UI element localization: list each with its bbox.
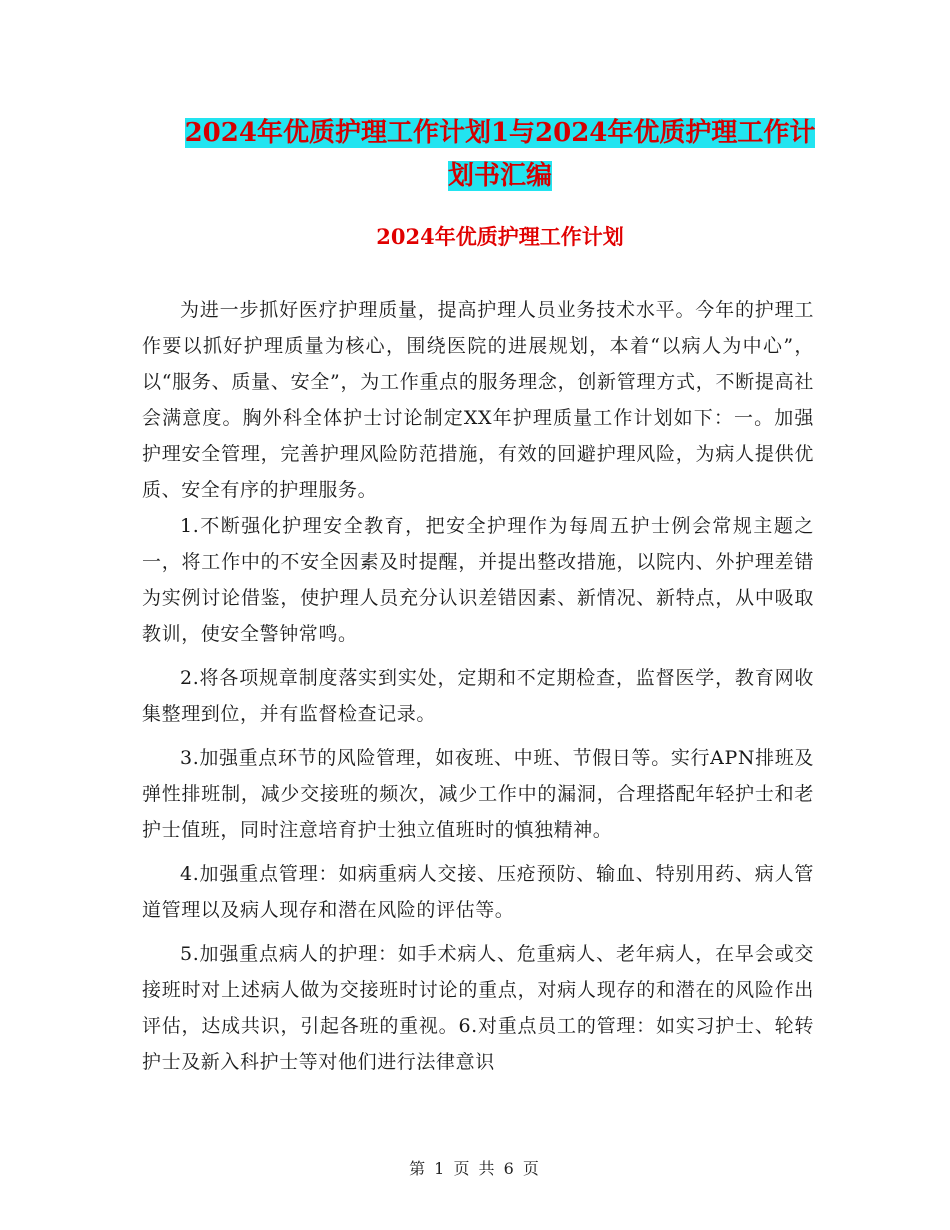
document-body xyxy=(142,292,814,1088)
paragraph-item-4: 4.加强重点管理：如病重病人交接、压疮预防、输血、特别用药、病人管道管理以及病人现存和潜在风险的评估等。 xyxy=(142,863,814,921)
document-title-line-2: 划书汇编 xyxy=(447,161,552,191)
document-title xyxy=(140,112,860,198)
paragraph-intro: 为进一步抓好医疗护理质量，提高护理人员业务技术水平。今年的护理工作要以抓好护理质量为核心，围绕医院的进展规划，本着“以病人为中心”，以“服务、质量、安全”，为工作重点的服务理念，创新管理方式，不断提高社会满意度。胸外科全体护士讨论制定XX年护理质量工作计划如下：一。加强护理安全管理，完善护理风险防范措施，有效的回避护理风险，为病人提供优质、安全有序的护理服务。 xyxy=(142,299,814,501)
paragraph-item-1: 1.不断强化护理安全教育，把安全护理作为每周五护士例会常规主题之一，将工作中的不安全因素及时提醒，并提出整改措施，以院内、外护理差错为实例讨论借鉴，使护理人员充分认识差错因素、新情况、新特点，从中吸取教训，使安全警钟常鸣。 xyxy=(142,515,814,645)
paragraph-item-2: 2.将各项规章制度落实到实处，定期和不定期检查，监督医学，教育网收集整理到位，并有监督检查记录。 xyxy=(142,667,814,725)
section-title: 2024年优质护理工作计划 xyxy=(376,224,624,249)
paragraph-item-3: 3.加强重点环节的风险管理，如夜班、中班、节假日等。实行APN排班及弹性排班制，减少交接班的频次，减少工作中的漏洞，合理搭配年轻护士和老护士值班，同时注意培育护士独立值班时的慎独精神。 xyxy=(142,747,814,841)
document-title-line-1: 2024年优质护理工作计划1与2024年优质护理工作计 xyxy=(184,118,816,148)
paragraph-item-5: 5.加强重点病人的护理：如手术病人、危重病人、老年病人，在早会或交接班时对上述病人做为交接班时讨论的重点，对病人现存的和潜在的风险作出评估，达成共识，引起各班的重视。6.对重点员工的管理：如实习护士、轮转护士及新入科护士等对他们进行法律意识 xyxy=(142,943,814,1073)
page-footer: 第 1 页 共 6 页 xyxy=(409,1159,541,1178)
